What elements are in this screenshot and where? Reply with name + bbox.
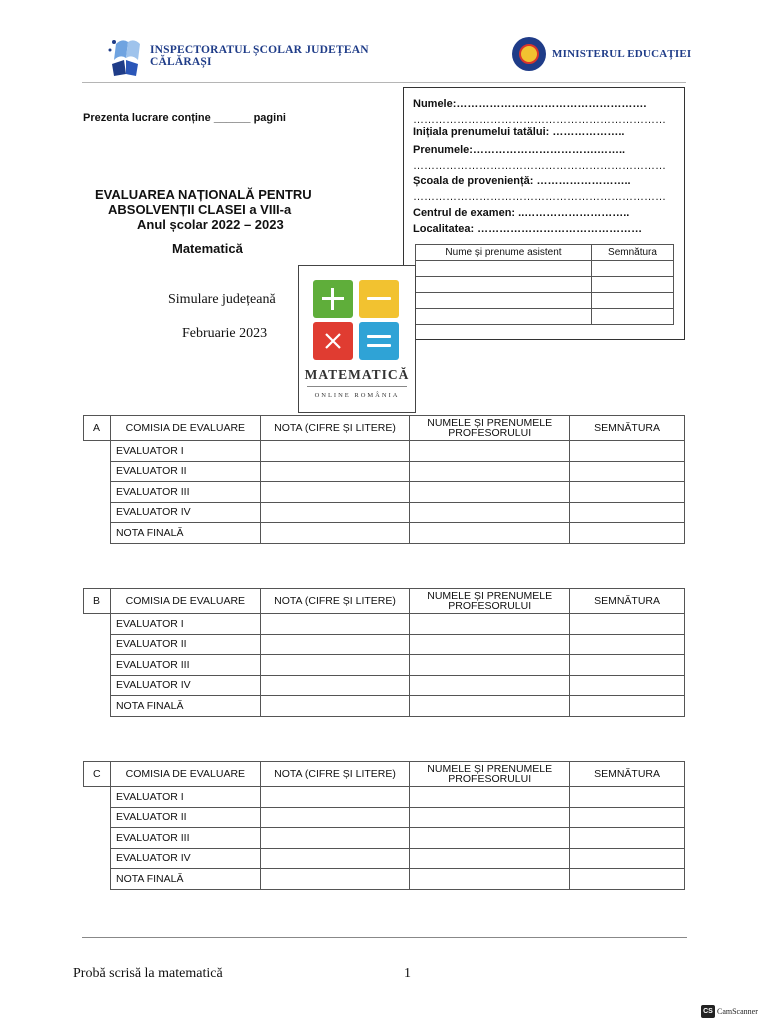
table-row	[84, 614, 685, 635]
row-label: EVALUATOR III	[110, 482, 260, 503]
table-key: B	[84, 589, 111, 614]
table-row	[416, 261, 674, 277]
id-row-locality: Localitatea: ………………………………………	[413, 223, 643, 235]
table-row	[84, 523, 685, 544]
evaluation-table-b	[83, 588, 685, 717]
isj-logo-text: INSPECTORATUL ȘCOLAR JUDEȚEAN CĂLĂRAȘI	[150, 44, 369, 68]
footer-divider	[82, 937, 687, 938]
header-signature: SEMNĂTURA	[570, 589, 685, 614]
header-teacher-name: NUMELE ȘI PRENUMELE PROFESORULUI	[410, 762, 570, 787]
title-line-3: Anul școlar 2022 – 2023	[137, 217, 284, 232]
table-row	[416, 293, 674, 309]
header-teacher-name: NUMELE ȘI PRENUMELE PROFESORULUI	[410, 589, 570, 614]
id-row-school: Școala de proveniență: ……………………..	[413, 175, 631, 187]
header-grade: NOTA (CIFRE ȘI LITERE)	[260, 762, 410, 787]
table-header-row	[84, 762, 685, 787]
pages-notice: Prezenta lucrare conține ______ pagini	[83, 112, 286, 124]
id-row-name: Numele:…………………………………………….	[413, 98, 647, 110]
page-number: 1	[404, 966, 411, 981]
title-line-1: EVALUAREA NAȚIONALĂ PENTRU	[95, 187, 312, 202]
header-signature: SEMNĂTURA	[570, 762, 685, 787]
exam-date: Februarie 2023	[182, 326, 268, 341]
table-row	[84, 807, 685, 828]
id-row-first-name-cont: ……………………………………………………………	[413, 160, 666, 172]
table-key: C	[84, 762, 111, 787]
header-grade: NOTA (CIFRE ȘI LITERE)	[260, 416, 410, 441]
exam-title	[95, 187, 312, 232]
header-divider	[82, 82, 686, 83]
id-row-school-cont: ……………………………………………………………	[413, 191, 666, 203]
assistant-table	[415, 244, 674, 325]
row-label: EVALUATOR IV	[110, 502, 260, 523]
id-row-father-initial: Inițiala prenumelui tatălui: ………………..	[413, 126, 625, 138]
footer-text: Probă scrisă la matematică	[73, 966, 223, 981]
camscanner-watermark	[701, 1005, 758, 1018]
row-label: EVALUATOR II	[110, 634, 260, 655]
assistant-name-header: Nume și prenume asistent	[416, 245, 592, 261]
isj-logo	[106, 34, 406, 78]
isj-book-icon	[106, 34, 146, 78]
row-label: NOTA FINALĂ	[110, 869, 260, 890]
table-row	[416, 277, 674, 293]
header-teacher-name: NUMELE ȘI PRENUMELE PROFESORULUI	[410, 416, 570, 441]
logo-subtitle: ONLINE ROMÂNIA	[314, 392, 400, 399]
ministry-logo-text: MINISTERUL EDUCAȚIEI	[552, 48, 692, 60]
row-label: EVALUATOR I	[110, 787, 260, 808]
evaluation-table-c	[83, 761, 685, 890]
ministry-seal-icon	[512, 37, 546, 71]
minus-tile-icon	[359, 280, 399, 318]
camscanner-text: CamScanner	[717, 1007, 758, 1016]
equals-tile-icon	[359, 322, 399, 360]
logo-name: MATEMATICĂ	[304, 367, 410, 382]
table-key: A	[84, 416, 111, 441]
header-grade: NOTA (CIFRE ȘI LITERE)	[260, 589, 410, 614]
row-label: EVALUATOR IV	[110, 848, 260, 869]
table-row	[84, 696, 685, 717]
row-label: EVALUATOR II	[110, 807, 260, 828]
table-row	[84, 869, 685, 890]
id-row-name-cont: ……………………………………………………………	[413, 114, 666, 126]
table-row	[84, 461, 685, 482]
header-commission: COMISIA DE EVALUARE	[110, 589, 260, 614]
assistant-signature-header: Semnătura	[592, 245, 674, 261]
table-row	[84, 482, 685, 503]
row-label: EVALUATOR III	[110, 828, 260, 849]
times-tile-icon	[313, 322, 353, 360]
ministry-logo	[512, 36, 692, 72]
table-row	[84, 655, 685, 676]
plus-tile-icon	[313, 280, 353, 318]
matematica-logo	[298, 265, 416, 413]
camscanner-badge-icon: CS	[701, 1005, 715, 1018]
header-signature: SEMNĂTURA	[570, 416, 685, 441]
table-row	[84, 828, 685, 849]
table-row	[84, 787, 685, 808]
table-header-row	[84, 416, 685, 441]
table-row	[84, 441, 685, 462]
subject-title: Matematică	[172, 241, 243, 256]
row-label: EVALUATOR II	[110, 461, 260, 482]
row-label: EVALUATOR I	[110, 614, 260, 635]
table-row	[84, 502, 685, 523]
title-line-2: ABSOLVENȚII CLASEI a VIII-a	[108, 202, 292, 217]
table-row	[84, 634, 685, 655]
table-header-row	[84, 589, 685, 614]
simulation-label: Simulare județeană	[168, 292, 276, 307]
table-row	[416, 309, 674, 325]
table-row	[84, 848, 685, 869]
row-label: NOTA FINALĂ	[110, 523, 260, 544]
id-row-first-name: Prenumele:…………………………….……..	[413, 144, 626, 156]
id-row-exam-center: Centrul de examen: ..………………………..	[413, 207, 630, 219]
evaluation-table-a	[83, 415, 685, 544]
logo-divider	[307, 386, 407, 387]
row-label: EVALUATOR III	[110, 655, 260, 676]
row-label: EVALUATOR IV	[110, 675, 260, 696]
row-label: NOTA FINALĂ	[110, 696, 260, 717]
table-row	[84, 675, 685, 696]
header-commission: COMISIA DE EVALUARE	[110, 416, 260, 441]
identification-box	[403, 87, 685, 340]
header-commission: COMISIA DE EVALUARE	[110, 762, 260, 787]
row-label: EVALUATOR I	[110, 441, 260, 462]
